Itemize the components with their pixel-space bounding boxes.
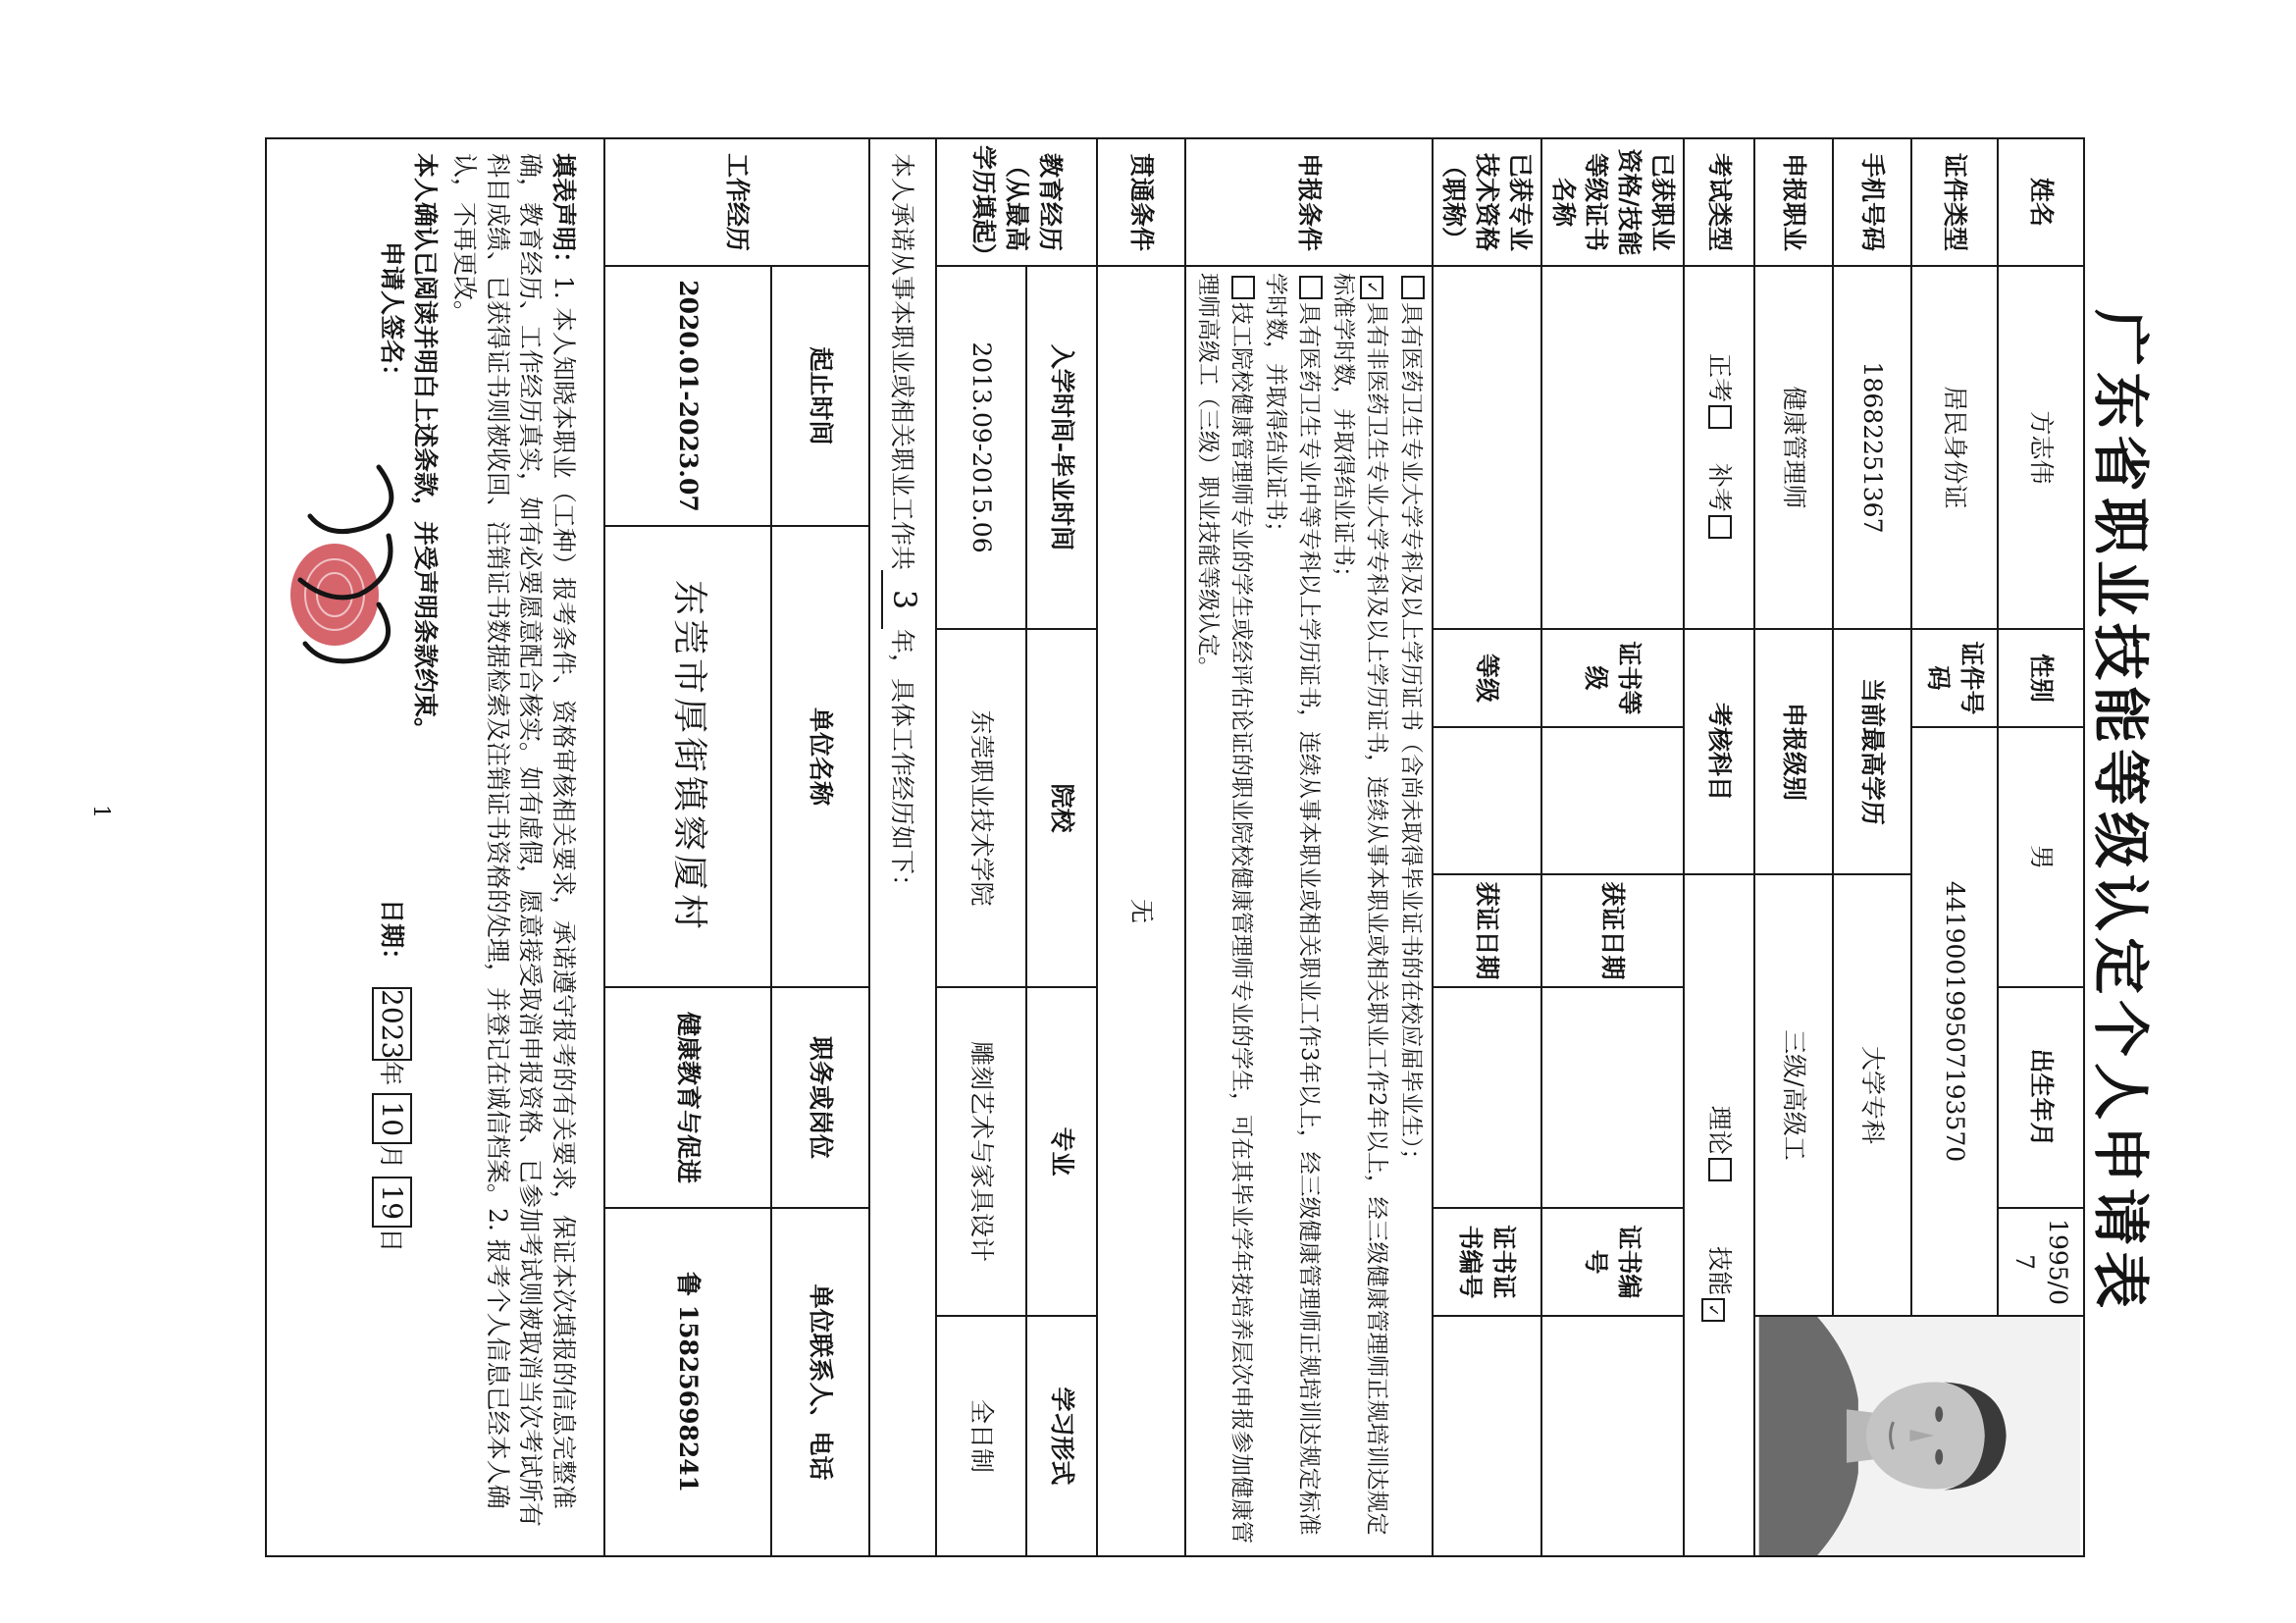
exam-new-label: 正考 (1704, 353, 1734, 403)
exam-new-checkbox[interactable] (1708, 405, 1732, 429)
id-number-value: 441900199507193570 (1911, 727, 1998, 1316)
prior-cert-level-label (1541, 629, 1684, 727)
form-title: 广东省职业技能等级认定个人申请表 (2087, 308, 2154, 1314)
conditions-label: 申报条件 (1185, 138, 1433, 266)
exam-type-label: 考试类型 (1684, 138, 1754, 266)
declaration-text: 1. 本人知晓本职业（工种）报考条件、资格审核相关要求，承诺遵守报考的有关要求，保证本次填报的信息完整准确，教育经历、工作经历真实，如有必要愿意配合核实。如有虚假，愿意接受取消申报资格、已参加考试则被取消当次考试所有科目成绩、已获得证书则被收回、注销证书数据检索及注销证书资格的处理，并登记在诚信档案。2. 报考个人信息已经本人确认，不再更改。 (449, 153, 579, 1528)
exam-makeup-checkbox[interactable] (1708, 515, 1732, 539)
month-suffix: 月 (377, 1144, 406, 1170)
condition-option-2[interactable] (1326, 273, 1393, 1549)
study-form-value: 全日制 (936, 1316, 1026, 1556)
education-history-label: 教育经历（从最高学历填起） (936, 138, 1097, 266)
prior-title-label: 已获专业技术资格（职称） (1433, 138, 1541, 266)
name-label: 姓名 (1998, 138, 2084, 266)
condition-1-checkbox[interactable] (1401, 276, 1425, 299)
date-day: 19 (372, 1177, 413, 1228)
prior-cert-label: 已获职业资格/技能等级证书名称 (1541, 138, 1684, 266)
condition-4-checkbox[interactable] (1231, 276, 1255, 299)
major-label: 专业 (1026, 987, 1097, 1316)
applicant-photo (1754, 1316, 2084, 1556)
condition-3-checkbox[interactable] (1299, 276, 1323, 299)
prior-cert-col-text: 证书 (1615, 641, 1644, 691)
prior-cert-date-value (1541, 987, 1684, 1208)
subject-skill-label: 技能 (1705, 1246, 1735, 1296)
exam-makeup-label: 补考 (1704, 462, 1734, 512)
education-value: 大学专科 (1833, 874, 1911, 1316)
subjects-label: 考核科目 (1684, 629, 1754, 874)
prior-cert-level-text: 等级 (1582, 665, 1644, 715)
prior-title-date-value (1433, 987, 1541, 1208)
signature-with-fingerprint (281, 447, 418, 703)
date-year: 2023 (372, 987, 413, 1061)
date-label: 日期： (378, 899, 407, 973)
prior-title-date-label: 获证日期 (1433, 874, 1541, 987)
prior-title-level-value (1433, 727, 1541, 874)
exam-type-options (1684, 266, 1754, 629)
level-value: 三级/高级工 (1754, 874, 1833, 1316)
subjects-options (1684, 874, 1754, 1556)
school-label: 院校 (1026, 629, 1097, 987)
condition-3-text: 具有医药卫生专业中等专科以上学历证书，连续从事本职业或相关职业工作3年以上，经三级健康管理师正规培训达规定标准学时数，并取得结业证书； (1262, 273, 1323, 1536)
position-value: 健康教育与促进 (604, 987, 771, 1208)
work-period-value: 2020.01-2023.07 (604, 266, 771, 526)
subject-theory-checkbox[interactable] (1709, 1158, 1733, 1181)
signature-row (290, 153, 408, 1542)
level-label: 申报级别 (1754, 629, 1833, 874)
declaration-label: 填表声明 (549, 153, 579, 252)
portrait-image (1758, 1317, 2079, 1555)
condition-4-text: 技工院校健康管理师专业的学生或经评估论证的职业院校健康管理师专业的学生，可在其毕业学年按培养层次申报参加健康管理师高级工（三级）职业技能等级认定。 (1194, 273, 1255, 1544)
commitment-suffix: 年，具体工作经历如下： (887, 629, 916, 900)
subject-skill-checkbox[interactable]: ✓ (1702, 1298, 1726, 1322)
condition-1-text: 具有医药卫生专业大学专科及以上学历证书（含尚未取得毕业证书的在校应届毕业生）； (1397, 302, 1424, 1172)
date-month: 10 (372, 1093, 413, 1144)
contact-value: 鲁 15825698241 (604, 1208, 771, 1556)
employer-label: 单位名称 (771, 526, 869, 987)
school-value: 东莞职业技术学院 (936, 629, 1026, 987)
name-value: 方志伟 (1998, 266, 2084, 629)
application-table (265, 137, 2085, 1557)
condition-option-3[interactable] (1258, 273, 1326, 1549)
prior-cert-date-label: 获证日期 (1541, 874, 1684, 987)
condition-2-checkbox[interactable]: ✓ (1360, 276, 1383, 299)
day-suffix: 日 (377, 1228, 406, 1253)
occupation-value: 健康管理师 (1754, 266, 1833, 629)
declaration-block: 填表声明：1. 本人知晓本职业（工种）报考条件、资格审核相关要求，承诺遵守报考的有关要求，保证本次填报的信息完整准确，教育经历、工作经历真实，如有必要愿意配合核实。如有虚假，愿意接受取消申报资格、已参加考试则被取消当次考试所有科目成绩、已获得证书则被收回、注销证书数据检索及注销证书资格的处理，并登记在诚信档案。2. 报考个人信息已经本人确认，不再更改。 本人确认已阅读并明白上述条款，并受声明条款约束。 申请人签名： 日期： 2023年 10月 19日 (266, 138, 604, 1556)
prior-cert-number-value (1541, 1316, 1684, 1556)
prior-title-col-text: 证书 (1489, 1225, 1519, 1275)
prior-title-value (1433, 266, 1541, 629)
subject-theory-label: 理论 (1705, 1105, 1735, 1155)
gender-label: 性别 (1998, 629, 2084, 727)
work-commitment (869, 138, 936, 1556)
bridge-value: 无 (1097, 266, 1185, 1556)
declaration-confirm: 本人确认已阅读并明白上述条款，并受声明条款约束。 (411, 153, 441, 743)
occupation-label: 申报职业 (1754, 138, 1833, 266)
phone-value: 18682251367 (1833, 266, 1911, 629)
condition-option-1[interactable] (1393, 273, 1428, 1549)
prior-cert-value (1541, 266, 1684, 629)
contact-label: 单位联系人、电话 (771, 1208, 869, 1556)
gender-value: 男 (1998, 727, 2084, 987)
commitment-years: 3 (881, 570, 925, 629)
work-history-label: 工作经历 (604, 138, 869, 266)
id-number-label: 证件号码 (1911, 629, 1998, 727)
prior-title-number-label (1433, 1208, 1541, 1316)
study-form-label: 学习形式 (1026, 1316, 1097, 1556)
period-label: 起止时间 (771, 266, 869, 526)
commitment-prefix: 本人承诺从事本职业或相关职业工作共 (887, 153, 916, 571)
sign-label: 申请人签名： (378, 241, 407, 390)
prior-title-number-text: 证书编号 (1456, 1225, 1519, 1299)
id-type-value: 居民身份证 (1911, 266, 1998, 629)
conditions-list (1185, 266, 1433, 1556)
id-type-label: 证件类型 (1911, 138, 1998, 266)
page-number: 1 (88, 805, 113, 818)
major-value: 雕刻艺术与家具设计 (936, 987, 1026, 1316)
prior-title-level-label: 等级 (1433, 629, 1541, 727)
phone-label: 手机号码 (1833, 138, 1911, 266)
prior-title-number-value (1433, 1316, 1541, 1556)
enroll-time-value: 2013.09-2015.06 (936, 266, 1026, 629)
employer-value: 东莞市厚街镇察厦村 (604, 526, 771, 987)
prior-cert-number-label: 证书编号 (1541, 1208, 1684, 1316)
year-suffix: 年 (377, 1061, 406, 1086)
birth-label: 出生年月 (1998, 987, 2084, 1208)
condition-2-text: 具有非医药卫生专业大学专科及以上学历证书，连续从事本职业或相关职业工作2年以上，经三级健康管理师正规培训达规定标准学时数，并取得结业证书； (1330, 273, 1390, 1536)
date-fields (372, 987, 413, 1252)
birth-value: 1995/07 (1998, 1208, 2084, 1316)
bridge-label: 贯通条件 (1097, 138, 1185, 266)
condition-option-4[interactable] (1190, 273, 1258, 1549)
prior-cert-level-value (1541, 727, 1684, 874)
education-label: 当前最高学历 (1833, 629, 1911, 874)
position-label: 职务或岗位 (771, 987, 869, 1208)
enroll-time-label: 入学时间-毕业时间 (1026, 266, 1097, 629)
